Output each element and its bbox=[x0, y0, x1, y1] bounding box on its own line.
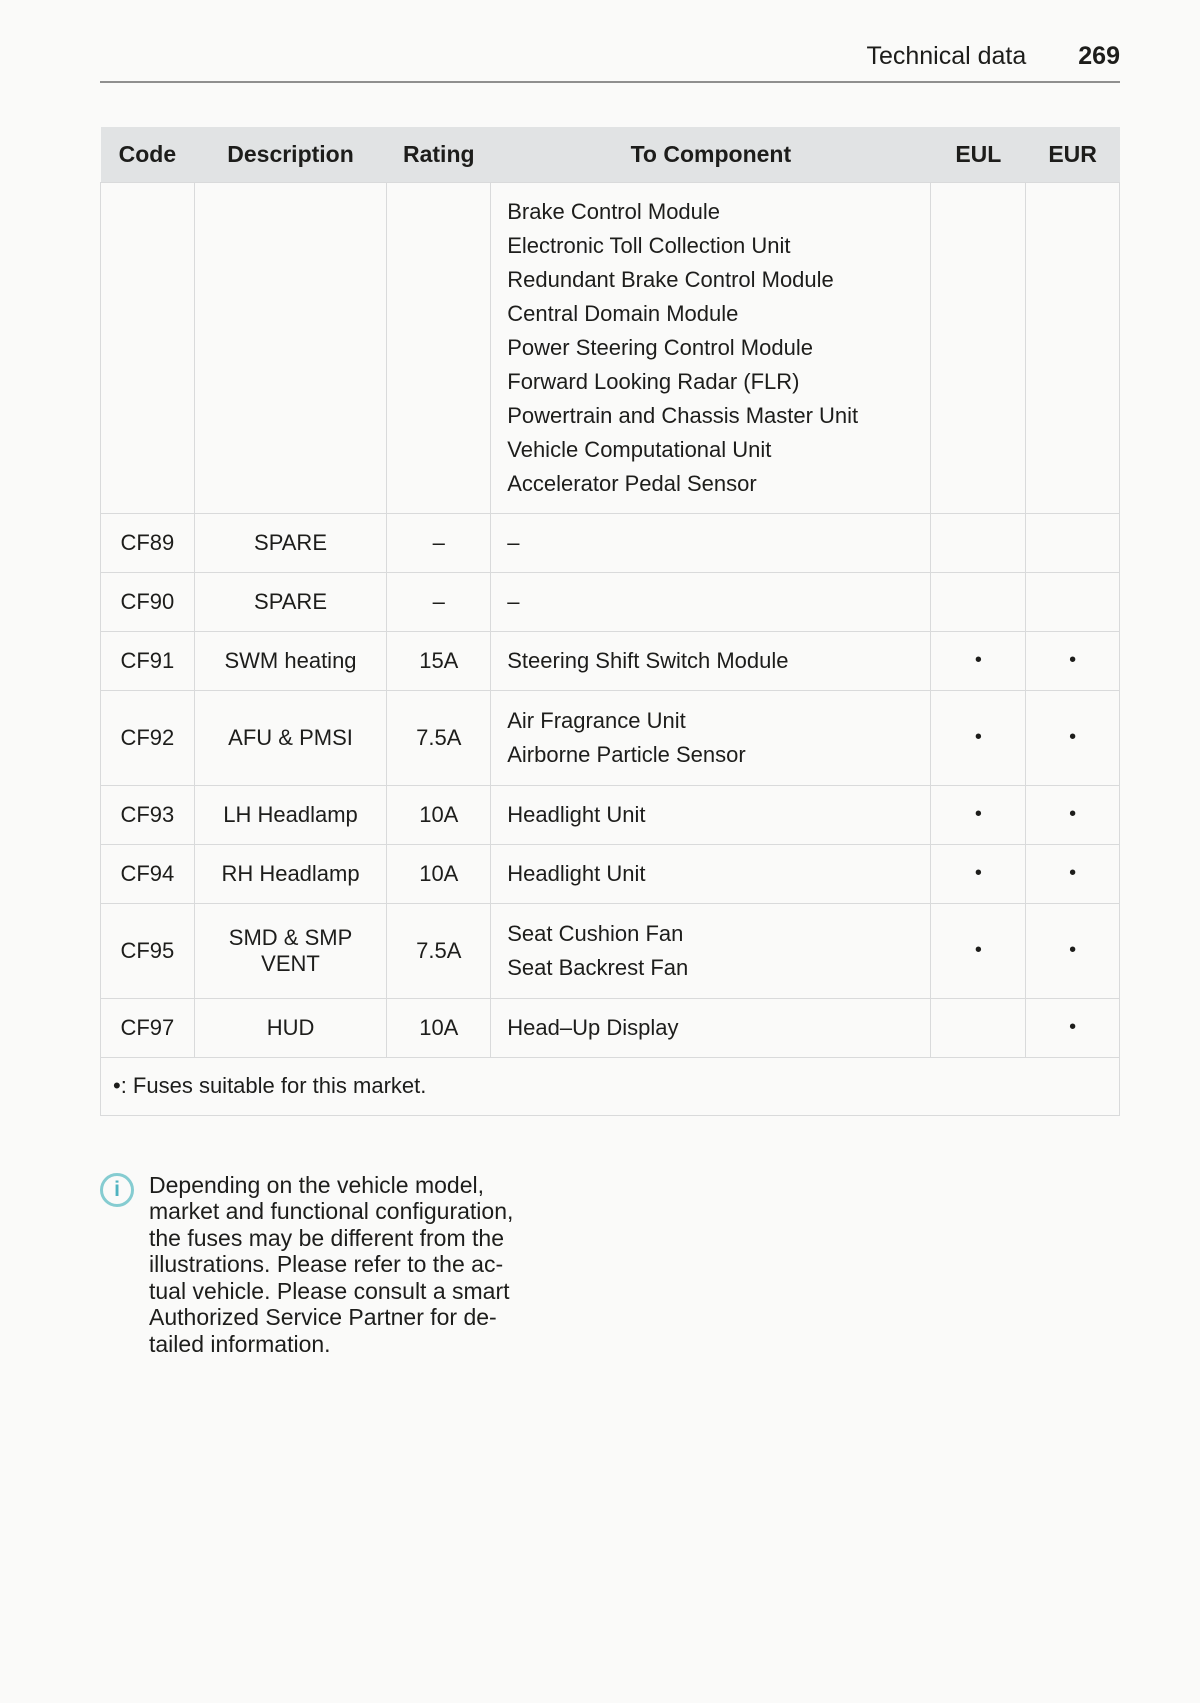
cell-code bbox=[101, 182, 195, 513]
table-row bbox=[101, 513, 1120, 572]
cell-components bbox=[491, 690, 931, 785]
table-row bbox=[101, 903, 1120, 998]
cell-eul: • bbox=[931, 903, 1026, 998]
cell-code: CF94 bbox=[101, 844, 195, 903]
note-line: the fuses may be different from the bbox=[149, 1224, 504, 1251]
component-line: Headlight Unit bbox=[507, 860, 646, 886]
table-footnote: •: Fuses suitable for this market. bbox=[101, 1057, 1120, 1115]
cell-eul: • bbox=[931, 690, 1026, 785]
cell-description bbox=[194, 182, 387, 513]
cell-code: CF89 bbox=[101, 513, 195, 572]
component-line: Headlight Unit bbox=[507, 801, 646, 827]
table-row bbox=[101, 631, 1120, 690]
section-title: Technical data bbox=[866, 42, 1027, 70]
cell-eur: • bbox=[1026, 998, 1120, 1057]
cell-eul bbox=[931, 572, 1026, 631]
fuse-table-body bbox=[101, 182, 1120, 1057]
cell-description: SPARE bbox=[194, 513, 387, 572]
fuse-table-footer bbox=[101, 1057, 1120, 1115]
cell-components bbox=[491, 513, 931, 572]
page-number: 269 bbox=[1078, 42, 1120, 70]
cell-description: SPARE bbox=[194, 572, 387, 631]
cell-components bbox=[491, 998, 931, 1057]
cell-description: HUD bbox=[194, 998, 387, 1057]
cell-rating bbox=[387, 182, 491, 513]
header-row bbox=[101, 127, 1120, 182]
cell-components bbox=[491, 631, 931, 690]
cell-eur bbox=[1026, 513, 1120, 572]
table-row bbox=[101, 785, 1120, 844]
column-header-to-component: To Component bbox=[491, 127, 931, 182]
column-header-eul: EUL bbox=[931, 127, 1026, 182]
component-line: Air Fragrance Unit bbox=[507, 707, 686, 733]
cell-components bbox=[491, 844, 931, 903]
cell-rating: – bbox=[387, 572, 491, 631]
cell-eur: • bbox=[1026, 844, 1120, 903]
component-line: Power Steering Control Module bbox=[507, 334, 813, 360]
page-header bbox=[100, 0, 1120, 83]
cell-eur bbox=[1026, 572, 1120, 631]
cell-eur bbox=[1026, 182, 1120, 513]
cell-eul: • bbox=[931, 785, 1026, 844]
note-line: market and functional configuration, bbox=[149, 1198, 514, 1224]
cell-eur: • bbox=[1026, 631, 1120, 690]
footnote-row bbox=[101, 1057, 1120, 1115]
cell-rating: 7.5A bbox=[387, 903, 491, 998]
cell-eur: • bbox=[1026, 903, 1120, 998]
page-content bbox=[100, 0, 1120, 1357]
cell-rating: 15A bbox=[387, 631, 491, 690]
table-row bbox=[101, 572, 1120, 631]
cell-description: SMD & SMP VENT bbox=[194, 903, 387, 998]
column-header-eur: EUR bbox=[1026, 127, 1120, 182]
component-line: Powertrain and Chassis Master Unit bbox=[507, 402, 859, 428]
component-line: Redundant Brake Control Module bbox=[507, 266, 834, 292]
table-row bbox=[101, 182, 1120, 513]
fuse-table-header bbox=[101, 127, 1120, 182]
cell-code: CF93 bbox=[101, 785, 195, 844]
cell-eul: • bbox=[931, 631, 1026, 690]
component-line: Vehicle Computational Unit bbox=[507, 436, 772, 462]
table-row bbox=[101, 690, 1120, 785]
table-row bbox=[101, 998, 1120, 1057]
cell-components bbox=[491, 785, 931, 844]
cell-code: CF91 bbox=[101, 631, 195, 690]
cell-components bbox=[491, 903, 931, 998]
cell-eur: • bbox=[1026, 690, 1120, 785]
component-line: Head–Up Display bbox=[507, 1014, 679, 1040]
column-header-code: Code bbox=[101, 127, 195, 182]
note-line: Depending on the vehicle model, bbox=[149, 1171, 485, 1198]
column-header-description: Description bbox=[194, 127, 387, 182]
component-line: Forward Looking Radar (FLR) bbox=[507, 368, 800, 394]
component-line: Electronic Toll Collection Unit bbox=[507, 232, 791, 258]
note-line: tailed information. bbox=[149, 1330, 331, 1357]
cell-eul: • bbox=[931, 844, 1026, 903]
cell-rating: 10A bbox=[387, 844, 491, 903]
component-line: Accelerator Pedal Sensor bbox=[507, 470, 757, 496]
component-line: Airborne Particle Sensor bbox=[507, 741, 746, 767]
info-icon: i bbox=[100, 1173, 134, 1207]
cell-eur: • bbox=[1026, 785, 1120, 844]
fuse-table bbox=[100, 127, 1120, 1116]
component-line: – bbox=[507, 529, 520, 555]
note-line: illustrations. Please refer to the ac- bbox=[149, 1251, 504, 1277]
column-header-rating: Rating bbox=[387, 127, 491, 182]
table-row bbox=[101, 844, 1120, 903]
cell-description: LH Headlamp bbox=[194, 785, 387, 844]
cell-code: CF97 bbox=[101, 998, 195, 1057]
note-line: Authorized Service Partner for de- bbox=[149, 1304, 497, 1330]
cell-components bbox=[491, 572, 931, 631]
component-line: – bbox=[507, 588, 520, 614]
cell-rating: – bbox=[387, 513, 491, 572]
cell-description: RH Headlamp bbox=[194, 844, 387, 903]
component-line: Central Domain Module bbox=[507, 300, 739, 326]
cell-code: CF90 bbox=[101, 572, 195, 631]
cell-eul bbox=[931, 182, 1026, 513]
component-line: Seat Backrest Fan bbox=[507, 954, 689, 980]
cell-eul bbox=[931, 998, 1026, 1057]
note-text bbox=[149, 1172, 513, 1358]
cell-rating: 10A bbox=[387, 785, 491, 844]
cell-rating: 7.5A bbox=[387, 690, 491, 785]
cell-description: AFU & PMSI bbox=[194, 690, 387, 785]
cell-code: CF92 bbox=[101, 690, 195, 785]
cell-rating: 10A bbox=[387, 998, 491, 1057]
info-note bbox=[100, 1172, 1120, 1358]
component-line: Brake Control Module bbox=[507, 198, 721, 224]
cell-description: SWM heating bbox=[194, 631, 387, 690]
component-line: Seat Cushion Fan bbox=[507, 920, 684, 946]
component-line: Steering Shift Switch Module bbox=[507, 647, 789, 673]
cell-code: CF95 bbox=[101, 903, 195, 998]
note-line: tual vehicle. Please consult a smart bbox=[149, 1277, 510, 1304]
cell-components bbox=[491, 182, 931, 513]
cell-eul bbox=[931, 513, 1026, 572]
